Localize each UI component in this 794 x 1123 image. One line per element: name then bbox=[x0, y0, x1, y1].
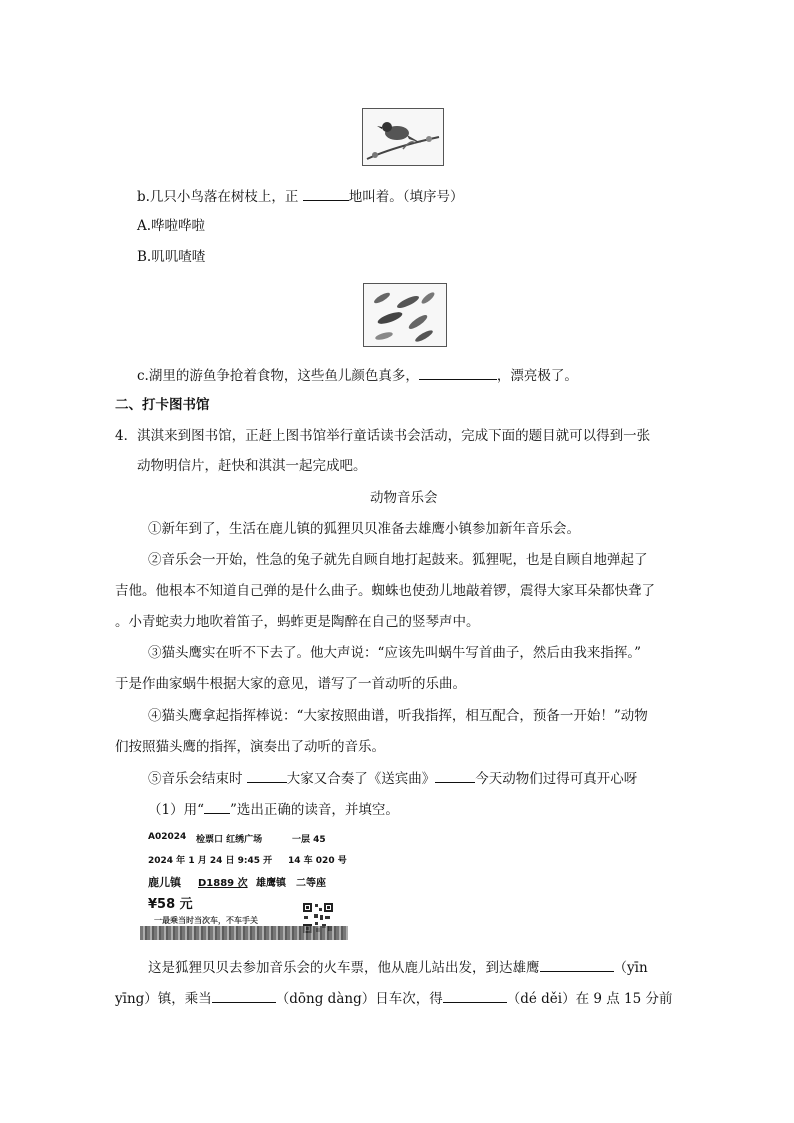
answer-blank-c[interactable] bbox=[419, 365, 497, 380]
pinyin-dang: （dōng dàng）日车次，得 bbox=[275, 991, 443, 1007]
ticket-floor: 一层 45 bbox=[292, 835, 326, 845]
question-c bbox=[137, 365, 578, 386]
pinyin-ying: （yīn bbox=[613, 960, 648, 976]
question-b-text: b.几只小鸟落在树枝上，正 bbox=[137, 189, 303, 205]
sub-question-1-text: （1）用“ bbox=[148, 802, 204, 818]
question-4-line2: 动物明信片，赶快和淇淇一起完成吧。 bbox=[137, 458, 367, 474]
ticket-paragraph-line2 bbox=[115, 988, 673, 1009]
pinyin-ying-end: yīng）镇，乘当 bbox=[115, 991, 212, 1007]
ticket-price: ¥58 元 bbox=[148, 897, 193, 912]
section-heading: 二、打卡图书馆 bbox=[115, 397, 210, 413]
sub-question-1-text-end: ”选出正确的读音，并填空。 bbox=[230, 802, 399, 818]
ticket-gate: 检票口 红绣广场 bbox=[196, 835, 263, 845]
question-b bbox=[137, 186, 463, 207]
train-ticket-image bbox=[140, 826, 348, 944]
story-paragraph-1: ①新年到了，生活在鹿儿镇的狐狸贝贝准备去雄鹰小镇参加新年音乐会。 bbox=[148, 521, 580, 537]
answer-blank-yingying[interactable] bbox=[540, 957, 614, 972]
answer-blank-dang[interactable] bbox=[212, 988, 276, 1003]
bird-on-branch-image bbox=[362, 108, 444, 166]
story-paragraph-2-line3: 。小青蛇卖力地吹着笛子，蚂蚱更是陶醉在自己的竖琴声中。 bbox=[115, 614, 480, 630]
ticket-bottom-band bbox=[140, 926, 348, 940]
question-c-text: c.湖里的游鱼争抢着食物，这些鱼儿颜色真多， bbox=[137, 368, 419, 384]
story-paragraph-3-line1: ③猫头鹰实在听不下去了。他大声说：“应该先叫蜗牛写首曲子，然后由我来指挥。” bbox=[148, 645, 642, 661]
question-b-text-end: 地叫着。（填序号） bbox=[348, 189, 464, 205]
fish-in-lake-image bbox=[363, 283, 447, 347]
underline-sample bbox=[204, 799, 230, 814]
ticket-to: 雄鹰镇 bbox=[256, 878, 286, 889]
story-paragraph-3-line2: 于是作曲家蜗牛根据大家的意见，谱写了一首动听的乐曲。 bbox=[115, 676, 466, 692]
ticket-datetime: 2024 年 1 月 24 日 9:45 开 bbox=[148, 856, 273, 866]
sub-question-1 bbox=[148, 799, 399, 820]
story-paragraph-5-part3: 今天动物们过得可真开心呀 bbox=[475, 771, 638, 787]
answer-blank-de[interactable] bbox=[443, 988, 507, 1003]
ticket-from: 鹿儿镇 bbox=[148, 876, 181, 889]
story-paragraph-2-line1: ②音乐会一开始，性急的兔子就先自顾自地打起鼓来。狐狸呢，也是自顾自地弹起了 bbox=[148, 552, 648, 568]
question-4-line1: 4．淇淇来到图书馆，正赶上图书馆举行童话读书会活动，完成下面的题目就可以得到一张 bbox=[115, 428, 651, 444]
story-title: 动物音乐会 bbox=[370, 490, 438, 506]
ticket-bottom-text: 一最乘当时当次车，不车手关 bbox=[154, 916, 258, 925]
story-paragraph-2-line2: 吉他。他根本不知道自己弹的是什么曲子。蜘蛛也使劲儿地敲着锣，震得大家耳朵都快聋了 bbox=[115, 583, 655, 599]
story-paragraph-5-part1: ⑤音乐会结束时 bbox=[148, 771, 247, 787]
ticket-paragraph-text1: 这是狐狸贝贝去参加音乐会的火车票，他从鹿儿站出发，到达雄鹰 bbox=[148, 960, 540, 976]
story-paragraph-5-part2: 大家又合奏了《送宾曲》 bbox=[286, 771, 436, 787]
answer-blank-b[interactable] bbox=[303, 186, 349, 201]
ticket-paragraph-line1 bbox=[148, 957, 648, 978]
ticket-car-seat: 14 车 020 号 bbox=[288, 856, 347, 866]
story-paragraph-4-line1: ④猫头鹰拿起指挥棒说：“大家按照曲谱，听我指挥，相互配合，预备一开始！”动物 bbox=[148, 708, 648, 724]
ticket-train-number: D1889 次 bbox=[198, 878, 248, 889]
option-a: A.哗啦哗啦 bbox=[137, 218, 206, 234]
ticket-id: A02024 bbox=[148, 832, 187, 842]
question-c-text-end: ，漂亮极了。 bbox=[496, 368, 578, 384]
ticket-seat-class: 二等座 bbox=[296, 878, 326, 889]
pinyin-de: （dé děi）在 9 点 15 分前 bbox=[506, 991, 673, 1007]
punctuation-blank-1[interactable] bbox=[247, 768, 287, 783]
story-paragraph-5 bbox=[148, 768, 637, 789]
story-paragraph-4-line2: 们按照猫头鹰的指挥，演奏出了动听的音乐。 bbox=[115, 739, 385, 755]
punctuation-blank-2[interactable] bbox=[435, 768, 475, 783]
option-b: B.叽叽喳喳 bbox=[137, 249, 206, 265]
